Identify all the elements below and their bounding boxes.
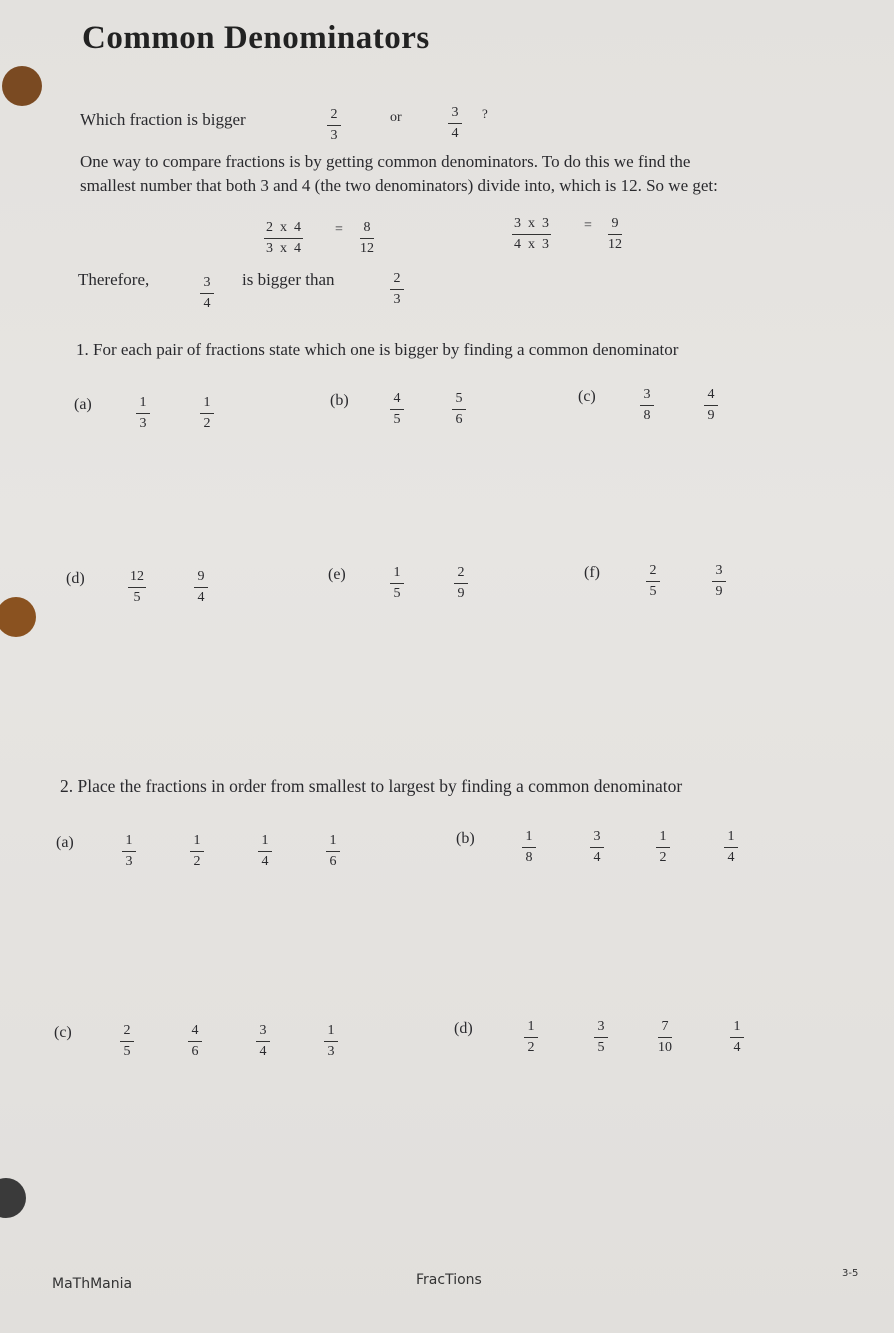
numerator: 1 (326, 834, 340, 852)
fraction (122, 834, 136, 869)
fraction (646, 564, 660, 599)
denominator: 6 (329, 854, 337, 869)
denominator: 6 (191, 1044, 199, 1059)
numerator: 3 (590, 830, 604, 848)
page-number: 3-5 (842, 1268, 859, 1279)
denominator: 4 (261, 854, 269, 869)
fraction (658, 1020, 672, 1055)
fraction (524, 1020, 538, 1055)
denominator: 4 (259, 1044, 267, 1059)
denominator: 3 (327, 1044, 335, 1059)
intro-line-2: smallest number that both 3 and 4 (the two denominators) divide into, which is 12. So we get: (80, 176, 718, 195)
numerator: 2 (646, 564, 660, 582)
numerator: 1 (258, 834, 272, 852)
numerator: 1 (190, 834, 204, 852)
numerator: 4 (704, 388, 718, 406)
fraction (120, 1024, 134, 1059)
fraction (730, 1020, 744, 1055)
denominator: 3 (139, 416, 147, 431)
fraction (390, 566, 404, 601)
binder-hole-middle (0, 597, 36, 637)
fraction (200, 396, 214, 431)
fraction (656, 830, 670, 865)
numerator: 1 (656, 830, 670, 848)
denominator: 2 (659, 850, 667, 865)
denominator: 4 (733, 1040, 741, 1055)
question-1-heading: 1. For each pair of fractions state which one is bigger by finding a common denominator (76, 340, 679, 359)
denominator: 5 (393, 412, 401, 427)
denominator: 8 (643, 408, 651, 423)
fraction (452, 392, 466, 427)
denominator: 6 (455, 412, 463, 427)
or-word: or (390, 110, 402, 125)
calc-result-2: $\frac{9}{12}$ (608, 216, 622, 252)
item-label: (f) (584, 564, 600, 581)
numerator: 1 (522, 830, 536, 848)
numerator: 1 (136, 396, 150, 414)
denominator: 9 (707, 408, 715, 423)
denominator: 5 (123, 1044, 131, 1059)
item-label: (e) (328, 566, 346, 583)
item-label: (a) (74, 396, 92, 413)
fraction (190, 834, 204, 869)
item-label: (c) (578, 388, 596, 405)
denominator: 9 (715, 584, 723, 599)
calc-fraction-2: $\frac{3 x 3}{4 x 3}$ (514, 216, 549, 252)
numerator: 4 (188, 1024, 202, 1042)
fraction: $\frac{2}{3}$ (390, 272, 404, 307)
equals-sign: = (584, 218, 592, 233)
item-label: (d) (66, 570, 85, 587)
fraction (522, 830, 536, 865)
denominator: 5 (133, 590, 141, 605)
numerator: 1 (730, 1020, 744, 1038)
item-label: (b) (456, 830, 475, 847)
item-label: (a) (56, 834, 74, 851)
fraction: $\frac{3}{4}$ (200, 276, 214, 311)
denominator: 4 (593, 850, 601, 865)
denominator: 9 (457, 586, 465, 601)
page-title: Common Denominators (82, 20, 430, 56)
numerator: 1 (524, 1020, 538, 1038)
footer-brand: MaThMania (52, 1276, 133, 1292)
numerator: 2 (454, 566, 468, 584)
numerator: 1 (324, 1024, 338, 1042)
fraction: $\frac{2}{3}$ (327, 108, 341, 143)
numerator: 3 (594, 1020, 608, 1038)
fraction (704, 388, 718, 423)
binder-hole-bottom (0, 1178, 26, 1218)
denominator: 5 (649, 584, 657, 599)
denominator: 2 (193, 854, 201, 869)
denominator: 5 (597, 1040, 605, 1055)
intro-line-1: One way to compare fractions is by getting common denominators. To do this we find the (80, 152, 691, 171)
calc-fraction-1: $\frac{2 x 4}{3 x 4}$ (266, 220, 301, 256)
fraction (590, 830, 604, 865)
numerator: 3 (256, 1024, 270, 1042)
denominator: 8 (525, 850, 533, 865)
fraction (256, 1024, 270, 1059)
numerator: 3 (640, 388, 654, 406)
question-2-heading: 2. Place the fractions in order from smallest to largest by finding a common denominator (60, 776, 683, 796)
item-label: (c) (54, 1024, 72, 1041)
numerator: 12 (128, 570, 146, 588)
denominator: 2 (527, 1040, 535, 1055)
numerator: 1 (724, 830, 738, 848)
fraction: $\frac{3}{4}$ (448, 106, 462, 141)
item-label: (b) (330, 392, 349, 409)
fraction (324, 1024, 338, 1059)
fraction (712, 564, 726, 599)
denominator: 5 (393, 586, 401, 601)
fraction (258, 834, 272, 869)
numerator: 9 (194, 570, 208, 588)
fraction (640, 388, 654, 423)
fraction (326, 834, 340, 869)
fraction (194, 570, 208, 605)
denominator: 2 (203, 416, 211, 431)
numerator: 7 (658, 1020, 672, 1038)
fraction (724, 830, 738, 865)
numerator: 1 (122, 834, 136, 852)
question-mark: ? (482, 106, 488, 121)
numerator: 2 (120, 1024, 134, 1042)
denominator: 4 (197, 590, 205, 605)
footer-topic: FracTions (416, 1272, 482, 1288)
numerator: 4 (390, 392, 404, 410)
binder-hole-top (2, 66, 42, 106)
numerator: 5 (452, 392, 466, 410)
fraction (188, 1024, 202, 1059)
fraction (128, 570, 146, 605)
denominator: 10 (658, 1040, 672, 1055)
therefore-label: Therefore, (78, 270, 150, 289)
numerator: 3 (712, 564, 726, 582)
denominator: 3 (125, 854, 133, 869)
denominator: 4 (727, 850, 735, 865)
numerator: 1 (200, 396, 214, 414)
equals-sign: = (335, 222, 343, 237)
fraction (390, 392, 404, 427)
fraction (136, 396, 150, 431)
intro-question: Which fraction is bigger (80, 110, 246, 129)
fraction (594, 1020, 608, 1055)
bigger-than-text: is bigger than (242, 270, 335, 289)
item-label: (d) (454, 1020, 473, 1037)
calc-result-1: $\frac{8}{12}$ (360, 220, 374, 256)
numerator: 1 (390, 566, 404, 584)
fraction (454, 566, 468, 601)
